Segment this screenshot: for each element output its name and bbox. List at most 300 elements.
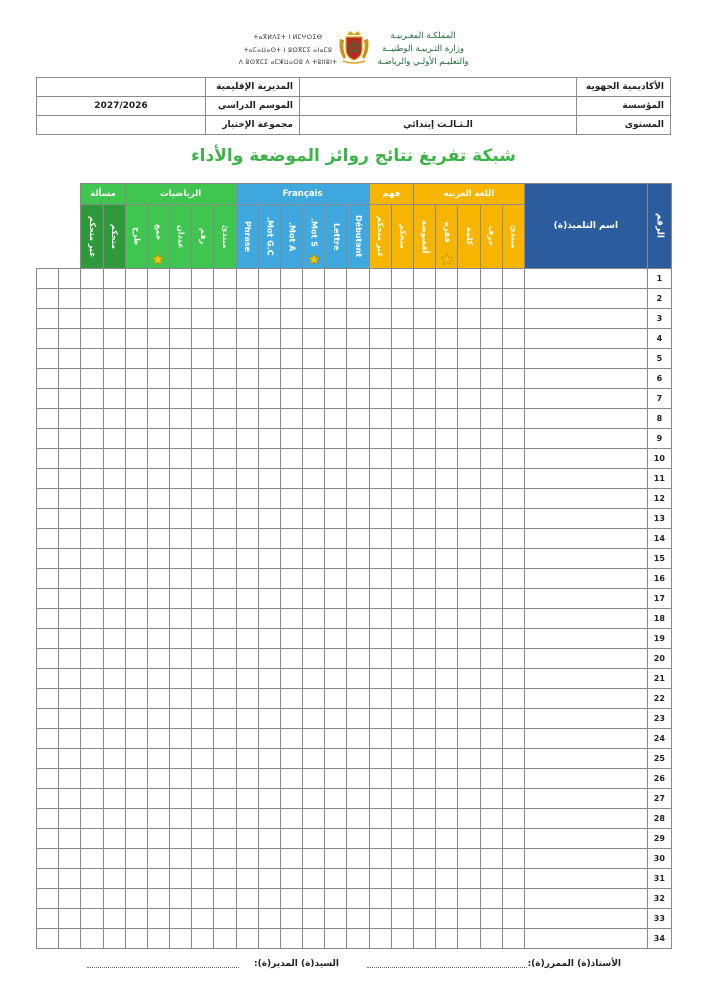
result-cell[interactable]	[436, 609, 458, 629]
result-cell[interactable]	[303, 309, 325, 329]
result-cell[interactable]	[502, 349, 524, 369]
result-cell[interactable]	[125, 789, 147, 809]
result-cell[interactable]	[303, 349, 325, 369]
result-cell[interactable]	[59, 609, 81, 629]
result-cell[interactable]	[214, 609, 236, 629]
result-cell[interactable]	[458, 629, 480, 649]
result-cell[interactable]	[391, 709, 413, 729]
result-cell[interactable]	[502, 469, 524, 489]
result-cell[interactable]	[436, 309, 458, 329]
result-cell[interactable]	[325, 809, 347, 829]
result-cell[interactable]	[436, 529, 458, 549]
result-cell[interactable]	[147, 269, 169, 289]
result-cell[interactable]	[258, 929, 280, 949]
result-cell[interactable]	[103, 509, 125, 529]
result-cell[interactable]	[325, 749, 347, 769]
result-cell[interactable]	[480, 709, 502, 729]
result-cell[interactable]	[458, 449, 480, 469]
result-cell[interactable]	[192, 829, 214, 849]
result-cell[interactable]	[325, 769, 347, 789]
result-cell[interactable]	[214, 749, 236, 769]
result-cell[interactable]	[369, 409, 391, 429]
result-cell[interactable]	[303, 729, 325, 749]
result-cell[interactable]	[502, 809, 524, 829]
result-cell[interactable]	[192, 909, 214, 929]
result-cell[interactable]	[236, 849, 258, 869]
result-cell[interactable]	[458, 429, 480, 449]
result-cell[interactable]	[480, 269, 502, 289]
result-cell[interactable]	[369, 289, 391, 309]
result-cell[interactable]	[59, 669, 81, 689]
result-cell[interactable]	[391, 529, 413, 549]
result-cell[interactable]	[325, 849, 347, 869]
result-cell[interactable]	[103, 749, 125, 769]
result-cell[interactable]	[125, 509, 147, 529]
result-cell[interactable]	[170, 349, 192, 369]
student-name-cell[interactable]	[524, 689, 647, 709]
result-cell[interactable]	[192, 569, 214, 589]
result-cell[interactable]	[458, 909, 480, 929]
student-name-cell[interactable]	[524, 329, 647, 349]
result-cell[interactable]	[436, 749, 458, 769]
result-cell[interactable]	[413, 789, 435, 809]
result-cell[interactable]	[81, 769, 103, 789]
result-cell[interactable]	[258, 509, 280, 529]
result-cell[interactable]	[81, 709, 103, 729]
result-cell[interactable]	[413, 629, 435, 649]
result-cell[interactable]	[170, 749, 192, 769]
result-cell[interactable]	[192, 889, 214, 909]
result-cell[interactable]	[502, 849, 524, 869]
result-cell[interactable]	[59, 629, 81, 649]
result-cell[interactable]	[391, 569, 413, 589]
result-cell[interactable]	[59, 869, 81, 889]
result-cell[interactable]	[125, 609, 147, 629]
result-cell[interactable]	[236, 689, 258, 709]
result-cell[interactable]	[81, 629, 103, 649]
result-cell[interactable]	[125, 289, 147, 309]
result-cell[interactable]	[258, 609, 280, 629]
result-cell[interactable]	[214, 309, 236, 329]
result-cell[interactable]	[214, 389, 236, 409]
result-cell[interactable]	[369, 849, 391, 869]
result-cell[interactable]	[258, 809, 280, 829]
result-cell[interactable]	[59, 849, 81, 869]
result-cell[interactable]	[458, 569, 480, 589]
result-cell[interactable]	[325, 549, 347, 569]
result-cell[interactable]	[59, 929, 81, 949]
result-cell[interactable]	[480, 849, 502, 869]
result-cell[interactable]	[280, 549, 302, 569]
result-cell[interactable]	[170, 529, 192, 549]
result-cell[interactable]	[37, 369, 59, 389]
result-cell[interactable]	[236, 829, 258, 849]
result-cell[interactable]	[103, 929, 125, 949]
result-cell[interactable]	[480, 869, 502, 889]
result-cell[interactable]	[325, 569, 347, 589]
result-cell[interactable]	[502, 829, 524, 849]
result-cell[interactable]	[325, 489, 347, 509]
student-name-cell[interactable]	[524, 489, 647, 509]
result-cell[interactable]	[413, 469, 435, 489]
student-name-cell[interactable]	[524, 649, 647, 669]
result-cell[interactable]	[103, 869, 125, 889]
result-cell[interactable]	[147, 669, 169, 689]
result-cell[interactable]	[192, 469, 214, 489]
result-cell[interactable]	[236, 489, 258, 509]
result-cell[interactable]	[369, 389, 391, 409]
result-cell[interactable]	[258, 429, 280, 449]
result-cell[interactable]	[325, 869, 347, 889]
result-cell[interactable]	[258, 489, 280, 509]
result-cell[interactable]	[170, 849, 192, 869]
result-cell[interactable]	[458, 289, 480, 309]
result-cell[interactable]	[369, 929, 391, 949]
result-cell[interactable]	[37, 929, 59, 949]
result-cell[interactable]	[436, 509, 458, 529]
result-cell[interactable]	[147, 389, 169, 409]
result-cell[interactable]	[258, 329, 280, 349]
result-cell[interactable]	[347, 429, 369, 449]
result-cell[interactable]	[125, 309, 147, 329]
result-cell[interactable]	[81, 609, 103, 629]
result-cell[interactable]	[59, 309, 81, 329]
result-cell[interactable]	[458, 889, 480, 909]
result-cell[interactable]	[125, 829, 147, 849]
result-cell[interactable]	[103, 709, 125, 729]
result-cell[interactable]	[214, 929, 236, 949]
result-cell[interactable]	[81, 469, 103, 489]
result-cell[interactable]	[413, 549, 435, 569]
student-name-cell[interactable]	[524, 929, 647, 949]
result-cell[interactable]	[347, 669, 369, 689]
result-cell[interactable]	[81, 749, 103, 769]
result-cell[interactable]	[170, 289, 192, 309]
result-cell[interactable]	[436, 289, 458, 309]
result-cell[interactable]	[458, 269, 480, 289]
result-cell[interactable]	[369, 469, 391, 489]
result-cell[interactable]	[258, 549, 280, 569]
result-cell[interactable]	[391, 849, 413, 869]
result-cell[interactable]	[170, 549, 192, 569]
result-cell[interactable]	[170, 829, 192, 849]
result-cell[interactable]	[103, 349, 125, 369]
result-cell[interactable]	[192, 349, 214, 369]
result-cell[interactable]	[303, 689, 325, 709]
result-cell[interactable]	[347, 409, 369, 429]
result-cell[interactable]	[103, 669, 125, 689]
result-cell[interactable]	[125, 669, 147, 689]
result-cell[interactable]	[391, 309, 413, 329]
result-cell[interactable]	[103, 369, 125, 389]
result-cell[interactable]	[170, 869, 192, 889]
result-cell[interactable]	[147, 809, 169, 829]
result-cell[interactable]	[214, 289, 236, 309]
result-cell[interactable]	[147, 829, 169, 849]
result-cell[interactable]	[280, 909, 302, 929]
result-cell[interactable]	[214, 349, 236, 369]
result-cell[interactable]	[81, 829, 103, 849]
result-cell[interactable]	[280, 589, 302, 609]
result-cell[interactable]	[347, 649, 369, 669]
result-cell[interactable]	[303, 609, 325, 629]
result-cell[interactable]	[280, 889, 302, 909]
result-cell[interactable]	[125, 349, 147, 369]
student-name-cell[interactable]	[524, 869, 647, 889]
result-cell[interactable]	[192, 369, 214, 389]
result-cell[interactable]	[303, 469, 325, 489]
result-cell[interactable]	[236, 549, 258, 569]
result-cell[interactable]	[391, 789, 413, 809]
result-cell[interactable]	[480, 569, 502, 589]
result-cell[interactable]	[413, 309, 435, 329]
result-cell[interactable]	[258, 349, 280, 369]
result-cell[interactable]	[347, 349, 369, 369]
result-cell[interactable]	[170, 369, 192, 389]
result-cell[interactable]	[391, 349, 413, 369]
result-cell[interactable]	[147, 569, 169, 589]
result-cell[interactable]	[325, 349, 347, 369]
result-cell[interactable]	[413, 489, 435, 509]
result-cell[interactable]	[458, 609, 480, 629]
result-cell[interactable]	[81, 529, 103, 549]
result-cell[interactable]	[413, 909, 435, 929]
result-cell[interactable]	[325, 529, 347, 549]
result-cell[interactable]	[303, 369, 325, 389]
result-cell[interactable]	[59, 709, 81, 729]
result-cell[interactable]	[480, 509, 502, 529]
result-cell[interactable]	[502, 729, 524, 749]
result-cell[interactable]	[413, 389, 435, 409]
result-cell[interactable]	[214, 909, 236, 929]
result-cell[interactable]	[37, 549, 59, 569]
result-cell[interactable]	[458, 869, 480, 889]
result-cell[interactable]	[502, 889, 524, 909]
result-cell[interactable]	[347, 389, 369, 409]
result-cell[interactable]	[458, 669, 480, 689]
result-cell[interactable]	[436, 389, 458, 409]
result-cell[interactable]	[502, 569, 524, 589]
result-cell[interactable]	[369, 709, 391, 729]
result-cell[interactable]	[458, 829, 480, 849]
result-cell[interactable]	[369, 889, 391, 909]
student-name-cell[interactable]	[524, 829, 647, 849]
result-cell[interactable]	[502, 589, 524, 609]
result-cell[interactable]	[258, 529, 280, 549]
result-cell[interactable]	[369, 449, 391, 469]
result-cell[interactable]	[369, 589, 391, 609]
result-cell[interactable]	[59, 269, 81, 289]
result-cell[interactable]	[391, 489, 413, 509]
result-cell[interactable]	[192, 289, 214, 309]
result-cell[interactable]	[214, 789, 236, 809]
result-cell[interactable]	[103, 649, 125, 669]
result-cell[interactable]	[37, 889, 59, 909]
result-cell[interactable]	[258, 849, 280, 869]
result-cell[interactable]	[103, 489, 125, 509]
result-cell[interactable]	[103, 769, 125, 789]
result-cell[interactable]	[37, 329, 59, 349]
result-cell[interactable]	[236, 649, 258, 669]
result-cell[interactable]	[458, 409, 480, 429]
result-cell[interactable]	[214, 889, 236, 909]
result-cell[interactable]	[458, 929, 480, 949]
result-cell[interactable]	[147, 749, 169, 769]
result-cell[interactable]	[325, 309, 347, 329]
result-cell[interactable]	[59, 749, 81, 769]
result-cell[interactable]	[192, 729, 214, 749]
result-cell[interactable]	[391, 629, 413, 649]
result-cell[interactable]	[37, 829, 59, 849]
result-cell[interactable]	[391, 869, 413, 889]
result-cell[interactable]	[236, 409, 258, 429]
result-cell[interactable]	[280, 389, 302, 409]
result-cell[interactable]	[391, 289, 413, 309]
result-cell[interactable]	[170, 889, 192, 909]
result-cell[interactable]	[369, 349, 391, 369]
result-cell[interactable]	[480, 349, 502, 369]
student-name-cell[interactable]	[524, 569, 647, 589]
result-cell[interactable]	[125, 809, 147, 829]
result-cell[interactable]	[81, 729, 103, 749]
result-cell[interactable]	[236, 889, 258, 909]
result-cell[interactable]	[369, 869, 391, 889]
result-cell[interactable]	[369, 749, 391, 769]
result-cell[interactable]	[37, 709, 59, 729]
result-cell[interactable]	[347, 869, 369, 889]
result-cell[interactable]	[280, 689, 302, 709]
result-cell[interactable]	[37, 689, 59, 709]
result-cell[interactable]	[258, 709, 280, 729]
result-cell[interactable]	[347, 809, 369, 829]
result-cell[interactable]	[303, 409, 325, 429]
result-cell[interactable]	[170, 729, 192, 749]
result-cell[interactable]	[170, 389, 192, 409]
result-cell[interactable]	[236, 269, 258, 289]
result-cell[interactable]	[192, 749, 214, 769]
result-cell[interactable]	[147, 509, 169, 529]
student-name-cell[interactable]	[524, 809, 647, 829]
result-cell[interactable]	[81, 869, 103, 889]
result-cell[interactable]	[81, 589, 103, 609]
student-name-cell[interactable]	[524, 589, 647, 609]
result-cell[interactable]	[436, 769, 458, 789]
student-name-cell[interactable]	[524, 769, 647, 789]
result-cell[interactable]	[303, 669, 325, 689]
result-cell[interactable]	[236, 789, 258, 809]
result-cell[interactable]	[480, 629, 502, 649]
result-cell[interactable]	[413, 669, 435, 689]
result-cell[interactable]	[81, 669, 103, 689]
result-cell[interactable]	[81, 649, 103, 669]
result-cell[interactable]	[347, 289, 369, 309]
result-cell[interactable]	[103, 549, 125, 569]
result-cell[interactable]	[37, 389, 59, 409]
result-cell[interactable]	[147, 629, 169, 649]
result-cell[interactable]	[347, 609, 369, 629]
result-cell[interactable]	[214, 829, 236, 849]
result-cell[interactable]	[480, 589, 502, 609]
result-cell[interactable]	[125, 929, 147, 949]
result-cell[interactable]	[214, 469, 236, 489]
result-cell[interactable]	[81, 689, 103, 709]
result-cell[interactable]	[436, 629, 458, 649]
result-cell[interactable]	[147, 869, 169, 889]
result-cell[interactable]	[125, 449, 147, 469]
result-cell[interactable]	[258, 909, 280, 929]
result-cell[interactable]	[391, 829, 413, 849]
result-cell[interactable]	[103, 849, 125, 869]
result-cell[interactable]	[103, 389, 125, 409]
result-cell[interactable]	[59, 689, 81, 709]
result-cell[interactable]	[125, 729, 147, 749]
result-cell[interactable]	[369, 569, 391, 589]
result-cell[interactable]	[413, 289, 435, 309]
result-cell[interactable]	[325, 629, 347, 649]
result-cell[interactable]	[325, 729, 347, 749]
result-cell[interactable]	[37, 469, 59, 489]
result-cell[interactable]	[214, 569, 236, 589]
result-cell[interactable]	[480, 369, 502, 389]
result-cell[interactable]	[258, 789, 280, 809]
result-cell[interactable]	[170, 609, 192, 629]
season-value[interactable]: 2027/2026	[37, 97, 206, 116]
result-cell[interactable]	[258, 869, 280, 889]
result-cell[interactable]	[258, 829, 280, 849]
result-cell[interactable]	[170, 329, 192, 349]
result-cell[interactable]	[458, 709, 480, 729]
result-cell[interactable]	[258, 409, 280, 429]
result-cell[interactable]	[258, 369, 280, 389]
result-cell[interactable]	[480, 429, 502, 449]
result-cell[interactable]	[147, 889, 169, 909]
result-cell[interactable]	[147, 449, 169, 469]
result-cell[interactable]	[369, 609, 391, 629]
result-cell[interactable]	[170, 469, 192, 489]
result-cell[interactable]	[214, 429, 236, 449]
result-cell[interactable]	[436, 829, 458, 849]
result-cell[interactable]	[325, 829, 347, 849]
result-cell[interactable]	[236, 909, 258, 929]
result-cell[interactable]	[147, 549, 169, 569]
result-cell[interactable]	[214, 329, 236, 349]
result-cell[interactable]	[436, 469, 458, 489]
result-cell[interactable]	[369, 669, 391, 689]
result-cell[interactable]	[59, 489, 81, 509]
result-cell[interactable]	[147, 489, 169, 509]
result-cell[interactable]	[391, 749, 413, 769]
result-cell[interactable]	[480, 649, 502, 669]
result-cell[interactable]	[37, 489, 59, 509]
result-cell[interactable]	[280, 269, 302, 289]
result-cell[interactable]	[214, 529, 236, 549]
result-cell[interactable]	[125, 549, 147, 569]
result-cell[interactable]	[369, 489, 391, 509]
result-cell[interactable]	[458, 469, 480, 489]
result-cell[interactable]	[480, 489, 502, 509]
result-cell[interactable]	[303, 489, 325, 509]
result-cell[interactable]	[103, 629, 125, 649]
result-cell[interactable]	[103, 729, 125, 749]
result-cell[interactable]	[436, 409, 458, 429]
result-cell[interactable]	[325, 669, 347, 689]
institution-field[interactable]	[300, 97, 577, 116]
result-cell[interactable]	[280, 309, 302, 329]
result-cell[interactable]	[413, 889, 435, 909]
result-cell[interactable]	[325, 609, 347, 629]
result-cell[interactable]	[236, 389, 258, 409]
result-cell[interactable]	[280, 369, 302, 389]
